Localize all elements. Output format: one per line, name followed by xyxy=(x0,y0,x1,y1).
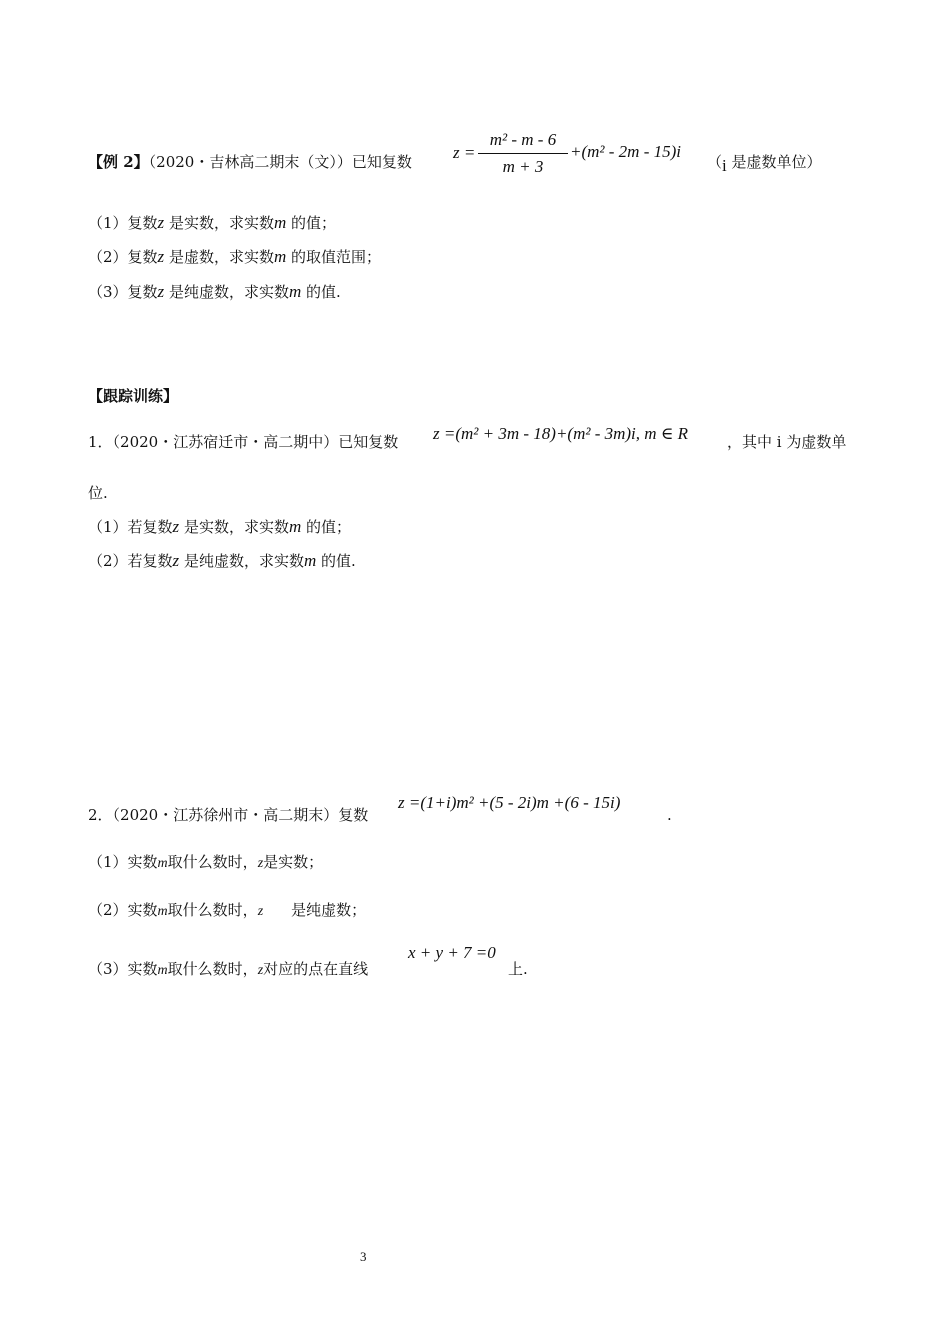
page-number: 3 xyxy=(360,1249,367,1264)
problem-2-question-3: （3）实数m取什么数时，z对应的点在直线 xyxy=(88,960,369,978)
problem-2-suffix: . xyxy=(667,806,672,824)
i-note: （i 是虚数单位） xyxy=(707,153,822,175)
formula-z-eq: z = xyxy=(453,143,476,162)
line-equation: x + y + 7 =0 xyxy=(408,943,496,962)
example-2-line xyxy=(88,152,412,172)
problem-2-question-3-end: 上. xyxy=(508,960,528,978)
problem-1-question-2: （2）若复数z 是纯虚数，求实数m 的值. xyxy=(88,551,356,570)
problem-1-wrap: 位. xyxy=(88,484,108,502)
fraction-numerator: m² - m - 6 xyxy=(489,130,557,149)
problem-1-formula: z =(m² + 3m - 18)+(m² - 3m)i, m ∈ R xyxy=(433,424,689,443)
problem-1-suffix: ，其中 i 为虚数单 xyxy=(727,433,847,451)
problem-2-question-2: （2）实数m取什么数时，z 是纯虚数； xyxy=(88,901,367,919)
problem-2-prefix: 2．（2020・江苏徐州市・高二期末）复数 xyxy=(88,806,369,824)
problem-1-question-1: （1）若复数z 是实数，求实数m 的值； xyxy=(88,517,352,536)
fraction-denominator: m + 3 xyxy=(502,157,544,176)
follow-up-heading: 【跟踪训练】 xyxy=(88,387,179,405)
problem-2-question-1: （1）实数m取什么数时，z是实数； xyxy=(88,853,324,871)
i-letter: i xyxy=(722,156,727,175)
fraction-bar xyxy=(478,153,568,154)
example-question-3: （3）复数z 是纯虚数，求实数m 的值. xyxy=(88,282,341,301)
problem-1-prefix: 1．（2020・江苏宿迁市・高二期中）已知复数 xyxy=(88,433,399,451)
formula-imag-part: +(m² - 2m - 15)i xyxy=(570,142,681,161)
example-question-2: （2）复数z 是虚数，求实数m 的取值范围； xyxy=(88,247,382,266)
example-label: 【例 2】 xyxy=(88,153,149,171)
formula-fraction xyxy=(478,130,568,177)
example-source: （2020・吉林高二期末（文））已知复数 xyxy=(148,153,412,171)
example-question-1: （1）复数z 是实数，求实数m 的值； xyxy=(88,213,337,232)
problem-2-formula: z =(1+i)m² +(5 - 2i)m +(6 - 15i) xyxy=(398,793,621,812)
